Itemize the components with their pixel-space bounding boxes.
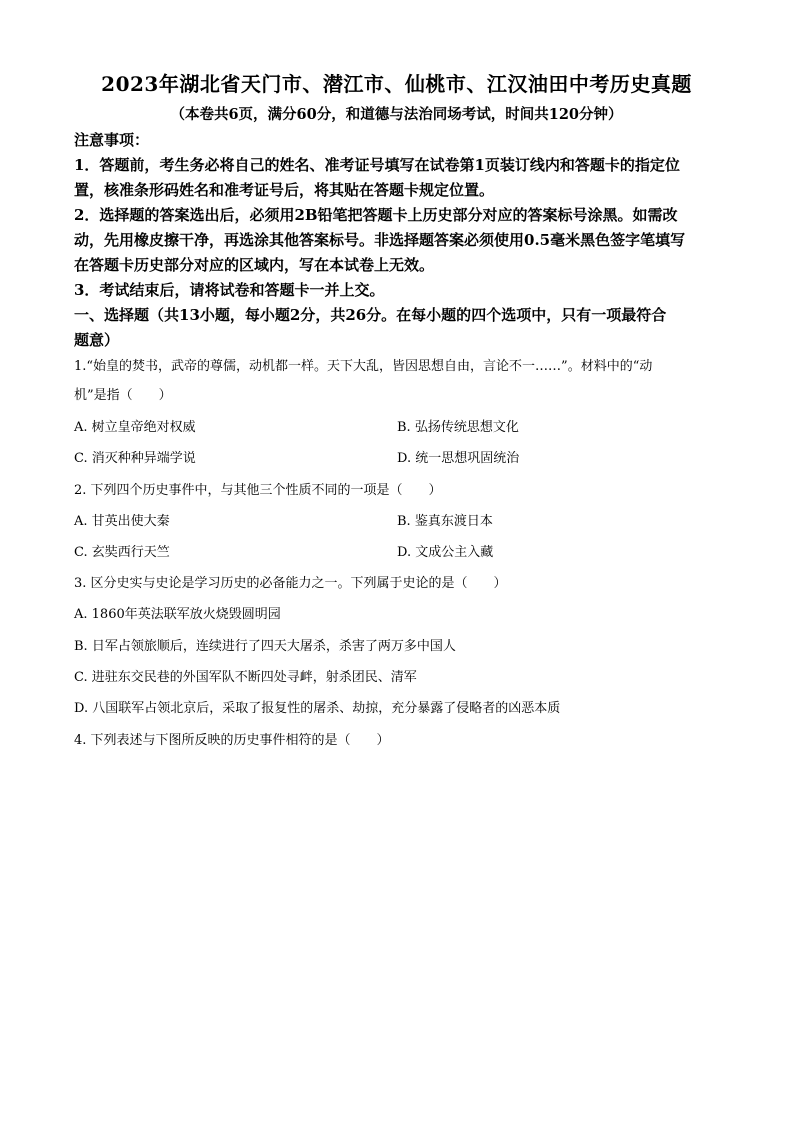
question-3-stem: 3. 区分史实与史论是学习历史的必备能力之一。下列属于史论的是（ ） xyxy=(74,576,507,591)
note-item-1-line-1: 1．答题前，考生务必将自己的姓名、准考证号填写在试卷第1页装订线内和答题卡的指定位 xyxy=(74,156,680,174)
note-item-1-line-2: 置，核准条形码姓名和准考证号后，将其贴在答题卡规定位置。 xyxy=(74,181,495,199)
question-2-option-b: B. 鉴真东渡日本 xyxy=(397,514,493,529)
question-3-option-c: C. 进驻东交民巷的外国军队不断四处寻衅，射杀团民、清军 xyxy=(74,670,417,685)
question-2-option-a: A. 甘英出使大秦 xyxy=(74,514,170,529)
notes-heading: 注意事项： xyxy=(74,131,150,149)
question-1-option-a: A. 树立皇帝绝对权威 xyxy=(74,420,196,435)
question-1-stem-line-2: 机”是指（ ） xyxy=(74,388,172,403)
note-item-2-line-2: 动，先用橡皮擦干净，再选涂其他答案标号。非选择题答案必须使用0.5毫米黑色签字笔填写 xyxy=(74,231,686,249)
question-1-option-b: B. 弘扬传统思想文化 xyxy=(397,420,519,435)
question-3-option-b: B. 日军占领旅顺后，连续进行了四天大屠杀，杀害了两万多中国人 xyxy=(74,639,456,654)
question-2-option-c: C. 玄奘西行天竺 xyxy=(74,545,170,560)
note-item-2-line-1: 2．选择题的答案选出后，必须用2B铅笔把答题卡上历史部分对应的答案标号涂黑。如需改 xyxy=(74,206,678,224)
question-1-option-c: C. 消灭种种异端学说 xyxy=(74,451,196,466)
note-item-3: 3．考试结束后，请将试卷和答题卡一并上交。 xyxy=(74,281,385,299)
question-2-stem: 2. 下列四个历史事件中，与其他三个性质不同的一项是（ ） xyxy=(74,483,442,498)
question-1-option-d: D. 统一思想巩固统治 xyxy=(397,451,520,466)
section-heading-line-2: 题意） xyxy=(74,331,120,349)
question-2-option-d: D. 文成公主入藏 xyxy=(397,545,494,560)
question-4-stem: 4. 下列表述与下图所反映的历史事件相符的是（ ） xyxy=(74,733,390,748)
page-title: 2023年湖北省天门市、潜江市、仙桃市、江汉油田中考历史真题 xyxy=(101,72,692,96)
question-3-option-d: D. 八国联军占领北京后，采取了报复性的屠杀、劫掠，充分暴露了侵略者的凶恶本质 xyxy=(74,701,561,716)
note-item-2-line-3: 在答题卡历史部分对应的区域内，写在本试卷上无效。 xyxy=(74,256,435,274)
exam-info-subtitle: （本卷共6页，满分60分，和道德与法治同场考试，时间共120分钟） xyxy=(170,106,623,123)
question-1-stem-line-1: 1.“始皇的焚书，武帝的尊儒，动机都一样。天下大乱，皆因思想自由，言论不一……”。材料中的“动 xyxy=(74,359,653,374)
section-heading-line-1: 一、选择题（共13小题，每小题2分，共26分。在每小题的四个选项中，只有一项最符合 xyxy=(74,306,667,324)
question-3-option-a: A. 1860年英法联军放火烧毁圆明园 xyxy=(74,607,281,622)
